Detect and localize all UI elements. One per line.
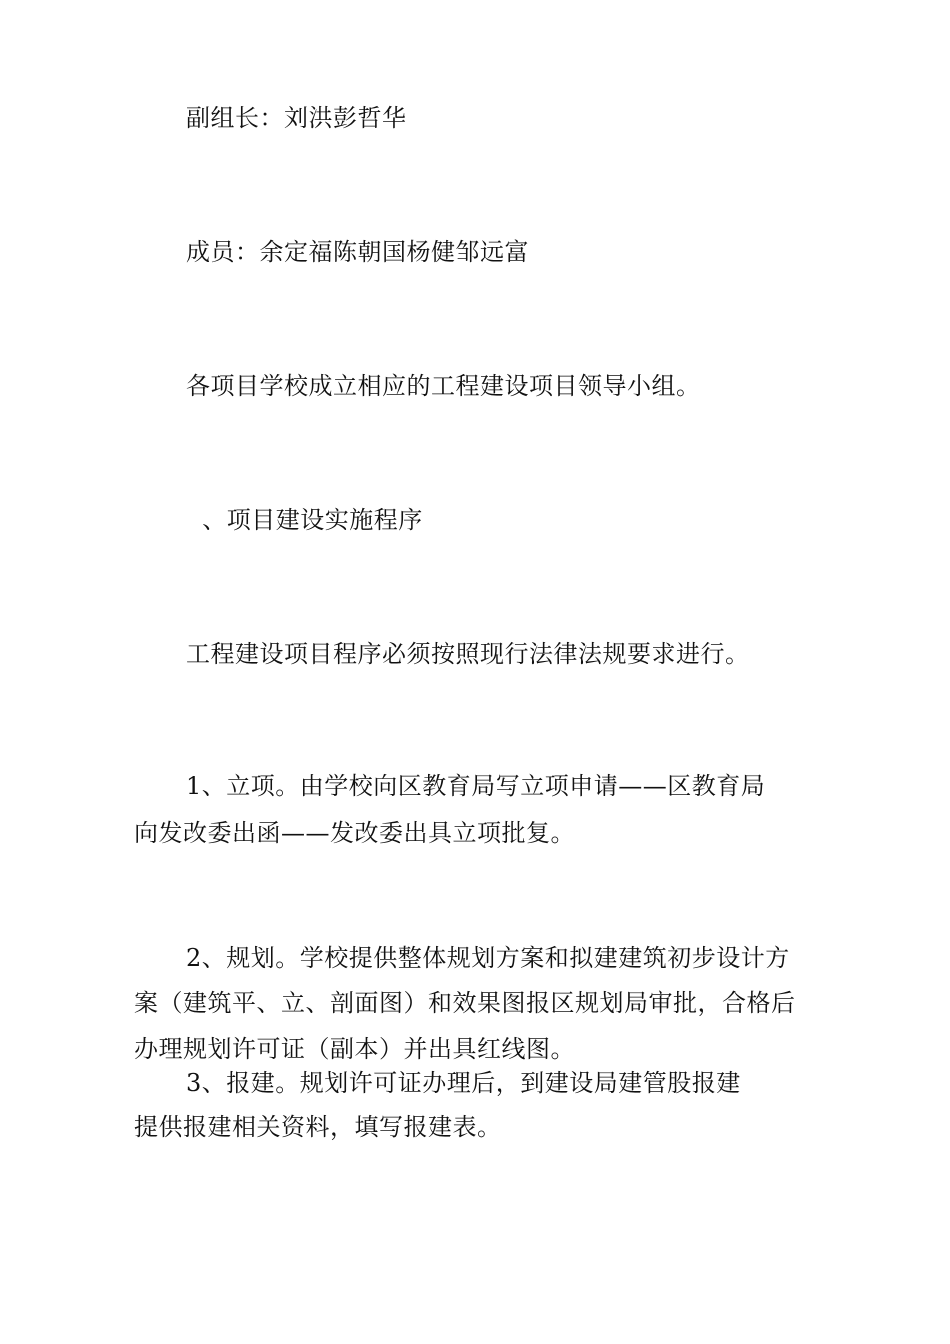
school-group-paragraph: 各项目学校成立相应的工程建设项目领导小组。 xyxy=(186,372,701,400)
step3-line-2: 提供报建相关资料，填写报建表。 xyxy=(134,1113,502,1141)
step2-line-3: 办理规划许可证（副本）并出具红线图。 xyxy=(134,1035,575,1063)
step3-line-1: 3、报建。规划许可证办理后，到建设局建管股报建 xyxy=(186,1069,741,1097)
step2-line-2: 案（建筑平、立、剖面图）和效果图报区规划局审批，合格后 xyxy=(134,989,796,1017)
section-heading: 、项目建设实施程序 xyxy=(186,506,423,534)
step1-line-1: 1、立项。由学校向区教育局写立项申请——区教育局 xyxy=(186,772,766,800)
step1-line-2: 向发改委出函——发改委出具立项批复。 xyxy=(134,819,575,847)
step2-line-1: 2、规划。学校提供整体规划方案和拟建建筑初步设计方 xyxy=(186,944,790,972)
procedure-intro-paragraph: 工程建设项目程序必须按照现行法律法规要求进行。 xyxy=(186,640,750,668)
deputy-leader-line: 副组长：刘洪彭哲华 xyxy=(186,104,407,132)
members-line: 成员：余定福陈朝国杨健邹远富 xyxy=(186,238,529,266)
